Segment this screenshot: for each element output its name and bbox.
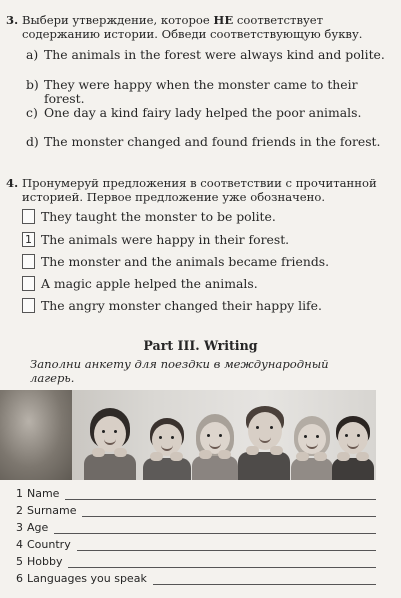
form-row-name: 1 Name: [16, 484, 376, 500]
order-item-text: The animals were happy in their forest.: [41, 231, 290, 247]
child-figure: [330, 394, 376, 480]
languages-field[interactable]: [153, 573, 376, 585]
order-box[interactable]: [22, 276, 35, 291]
country-field[interactable]: [77, 539, 376, 551]
part-3-instruction: Заполни анкету для поездки в международный лагерь.: [30, 357, 329, 385]
option-a[interactable]: a) The animals in the forest were always kind and polite.: [26, 47, 385, 62]
order-box[interactable]: 1: [22, 232, 35, 247]
task-3-number: 3.: [6, 13, 19, 27]
task-3-instruction: Выбери утверждение, которое НЕ соответствует содержанию истории. Обведи соответствующую букву.: [22, 13, 363, 41]
photo-left-panel: [0, 390, 72, 480]
task-3: [6, 13, 394, 41]
task-4-instruction: Пронумеруй предложения в соответствии с прочитанной историей. Первое предложение уже обозначено.: [22, 176, 377, 204]
order-item-1: [22, 207, 362, 225]
children-photo: [0, 390, 376, 480]
order-item-2: [22, 230, 362, 248]
child-figure: [290, 394, 334, 480]
surname-field[interactable]: [82, 505, 376, 517]
child-figure: [236, 394, 292, 480]
age-field[interactable]: [54, 522, 376, 534]
order-box[interactable]: [22, 298, 35, 313]
form-row-languages: 6 Languages you speak: [16, 569, 376, 585]
order-item-4: [22, 274, 362, 292]
option-b[interactable]: b) They were happy when the monster came to their forest.: [26, 77, 358, 106]
option-c[interactable]: c) One day a kind fairy lady helped the poor animals.: [26, 105, 362, 120]
order-item-text: They taught the monster to be polite.: [41, 208, 276, 224]
task-4: [6, 176, 394, 204]
order-item-text: The angry monster changed their happy life.: [41, 297, 322, 313]
order-box[interactable]: [22, 209, 35, 224]
form-row-hobby: 5 Hobby: [16, 552, 376, 568]
form-row-surname: 2 Surname: [16, 501, 376, 517]
task-4-number: 4.: [6, 176, 19, 190]
order-box[interactable]: [22, 254, 35, 269]
order-item-5: [22, 296, 362, 314]
hobby-field[interactable]: [68, 556, 376, 568]
name-field[interactable]: [65, 488, 376, 500]
child-figure: [140, 394, 195, 480]
child-figure: [80, 394, 140, 480]
form-row-age: 3 Age: [16, 518, 376, 534]
form-row-country: 4 Country: [16, 535, 376, 551]
order-item-3: [22, 252, 362, 270]
child-figure: [190, 394, 240, 480]
order-item-text: A magic apple helped the animals.: [41, 275, 258, 291]
part-3-title: Part III. Writing: [143, 338, 258, 353]
option-d[interactable]: d) The monster changed and found friends in the forest.: [26, 134, 381, 149]
order-item-text: The monster and the animals became friends.: [41, 253, 330, 269]
